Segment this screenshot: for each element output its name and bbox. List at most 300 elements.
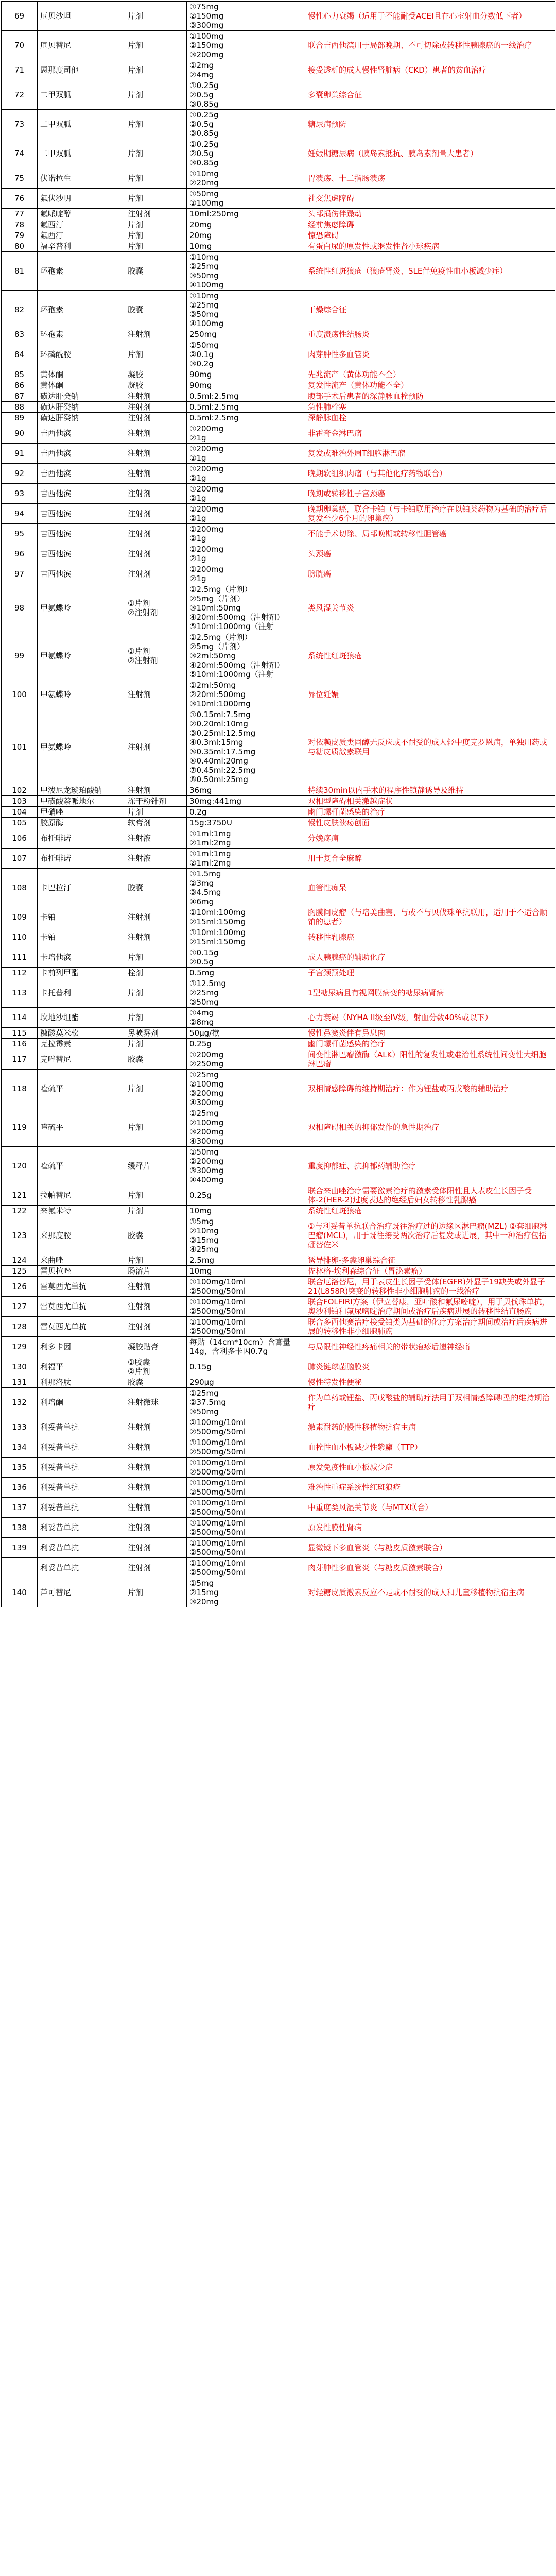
specification: 0.5mg [187, 968, 305, 978]
row-number: 116 [2, 1039, 38, 1049]
specification: 10mg [187, 1266, 305, 1277]
specification: ①2ml:50mg ②20ml:500mg ③10ml:1000mg [187, 680, 305, 709]
specification: ①2.5mg（片剂） ②5mg（片剂） ③2ml:50mg ④20ml:500mg（注射剂） ⑤10ml:1000mg（注射 [187, 632, 305, 680]
drug-name: 环磷酰胺 [38, 340, 125, 369]
row-number: 140 [2, 1578, 38, 1607]
dosage-form: 凝胶贴膏 [125, 1337, 187, 1357]
dosage-form: 注射剂 [125, 1417, 187, 1437]
indication: 成人胰腺癌的辅助化疗 [305, 947, 555, 968]
specification: ①75mg ②150mg ③300mg [187, 2, 305, 31]
row-number: 130 [2, 1357, 38, 1377]
drug-name: 氟哌啶醇 [38, 209, 125, 219]
specification: 20mg [187, 230, 305, 241]
drug-name: 糠酸莫米松 [38, 1028, 125, 1039]
drug-name: 卡培他滨 [38, 947, 125, 968]
table-row [2, 1437, 555, 1458]
drug-name: 吉西他滨 [38, 524, 125, 544]
row-number: 100 [2, 680, 38, 709]
specification: ①100mg/10ml ②500mg/50ml [187, 1518, 305, 1538]
indication: 作为单药或锂盐、丙戊酸盐的辅助疗法用于双相情感障碍I型的维持期治疗 [305, 1388, 555, 1417]
drug-name: 环孢素 [38, 252, 125, 291]
drug-name: 吉西他滨 [38, 544, 125, 564]
table-row [2, 1185, 555, 1206]
drug-name: 卡铂 [38, 927, 125, 947]
table-row [2, 1377, 555, 1388]
specification: ①100mg/10ml ②500mg/50ml [187, 1538, 305, 1558]
drug-name: 克拉霉素 [38, 1039, 125, 1049]
drug-name: 利妥昔单抗 [38, 1498, 125, 1518]
indication: 慢性鼻窦炎伴有鼻息肉 [305, 1028, 555, 1039]
row-number: 78 [2, 219, 38, 230]
row-number: 83 [2, 329, 38, 340]
row-number: 131 [2, 1377, 38, 1388]
specification: ①0.15ml:7.5mg ②0.20ml:10mg ③0.25ml:12.5mg ④0.3ml:15mg ⑤0.35ml:17.5mg ⑥0.40ml:20mg ⑦0.45ml:22.5mg ⑧0.50ml:25mg [187, 709, 305, 785]
drug-name: 磺达肝癸钠 [38, 413, 125, 423]
table-row [2, 927, 555, 947]
drug-name: 黄体酮 [38, 369, 125, 380]
dosage-form: 注射剂 [125, 1558, 187, 1578]
specification: ①0.25g ②0.5g ③0.85g [187, 110, 305, 139]
row-number: 91 [2, 444, 38, 464]
indication: 难治性重症系统性红斑狼疮 [305, 1478, 555, 1498]
indication: 晚期或转移性子宫颈癌 [305, 484, 555, 504]
specification: ①25mg ②100mg ③200mg ④300mg [187, 1108, 305, 1147]
specification: ①10mg ②25mg ③50mg ④100mg [187, 291, 305, 329]
dosage-form: 胶囊 [125, 252, 187, 291]
drug-name: 环孢素 [38, 329, 125, 340]
table-row [2, 2, 555, 31]
dosage-form: 凝胶 [125, 369, 187, 380]
dosage-form: 凝胶 [125, 380, 187, 391]
dosage-form: 注射剂 [125, 444, 187, 464]
indication: 晚期卵巢癌，联合卡铂（与卡铂联用治疗在以铂类药物为基础的治疗后复发至少6个月的卵巢癌） [305, 504, 555, 524]
row-number: 84 [2, 340, 38, 369]
drug-name: 吉西他滨 [38, 564, 125, 584]
indication: 接受透析的成人慢性肾脏病（CKD）患者的贫血治疗 [305, 60, 555, 80]
drug-name: 来那度胺 [38, 1216, 125, 1255]
table-row [2, 1206, 555, 1216]
table-row [2, 464, 555, 484]
indication: 联合来曲唑治疗需要激素治疗的激素受体阳性且人表皮生长因子受体-2(HER-2)过度表达的绝经后妇女转移性乳腺癌 [305, 1185, 555, 1206]
indication: 多囊卵巢综合征 [305, 80, 555, 110]
table-row [2, 632, 555, 680]
dosage-form: 片剂 [125, 80, 187, 110]
indication: 分娩疼痛 [305, 828, 555, 849]
indication: 惊恐障碍 [305, 230, 555, 241]
specification: ①12.5mg ②25mg ③50mg [187, 978, 305, 1008]
dosage-form: 注射剂 [125, 391, 187, 402]
dosage-form: 注射剂 [125, 1478, 187, 1498]
row-number: 117 [2, 1049, 38, 1070]
table-row [2, 219, 555, 230]
dosage-form: 注射微球 [125, 1388, 187, 1417]
table-row [2, 1357, 555, 1377]
drug-name: 卡巴拉汀 [38, 869, 125, 907]
table-row [2, 60, 555, 80]
row-number: 120 [2, 1147, 38, 1185]
table-row [2, 785, 555, 796]
dosage-form: 片剂 [125, 1206, 187, 1216]
indication: 慢性特发性便秘 [305, 1377, 555, 1388]
row-number: 89 [2, 413, 38, 423]
dosage-form: 片剂 [125, 241, 187, 252]
drug-name: 厄贝替尼 [38, 31, 125, 60]
row-number: 92 [2, 464, 38, 484]
specification: ①50mg ②100mg [187, 189, 305, 209]
drug-name: 福辛普利 [38, 241, 125, 252]
row-number: 102 [2, 785, 38, 796]
row-number: 74 [2, 139, 38, 168]
row-number: 105 [2, 818, 38, 828]
specification: ①200mg ②1g [187, 504, 305, 524]
drug-name: 厄贝沙坦 [38, 2, 125, 31]
specification: 30mg:441mg [187, 796, 305, 807]
indication: 经前焦虑障碍 [305, 219, 555, 230]
specification: ①200mg ②1g [187, 444, 305, 464]
dosage-form: 片剂 [125, 230, 187, 241]
indication: 对依赖皮质类固醇无反应或不耐受的成人轻中度克罗恩病，单独用药或与糖皮质激素联用 [305, 709, 555, 785]
indication: 激素耐药的慢性移植物抗宿主病 [305, 1417, 555, 1437]
specification: 250mg [187, 329, 305, 340]
indication: 干燥综合征 [305, 291, 555, 329]
drug-name: 吉西他滨 [38, 484, 125, 504]
row-number: 80 [2, 241, 38, 252]
indication: 胃溃疡、十二指肠溃疡 [305, 168, 555, 189]
drug-name: 甲磺酸萘哌地尔 [38, 796, 125, 807]
dosage-form: 片剂 [125, 60, 187, 80]
table-row [2, 340, 555, 369]
indication: 深静脉血栓 [305, 413, 555, 423]
specification: ①100mg/10ml ②500mg/50ml [187, 1558, 305, 1578]
indication: 有蛋白尿的原发性或继发性肾小球疾病 [305, 241, 555, 252]
dosage-form: 注射剂 [125, 1297, 187, 1317]
table-row [2, 584, 555, 632]
specification: 0.5ml:2.5mg [187, 413, 305, 423]
dosage-form: 注射剂 [125, 413, 187, 423]
specification: 90mg [187, 369, 305, 380]
indication: 异位妊娠 [305, 680, 555, 709]
row-number: 86 [2, 380, 38, 391]
dosage-form: 注射剂 [125, 907, 187, 927]
drug-name: 磺达肝癸钠 [38, 402, 125, 413]
row-number: 107 [2, 849, 38, 869]
table-row [2, 1558, 555, 1578]
specification: 0.15g [187, 1357, 305, 1377]
indication: 1型糖尿病且有视网膜病变的糖尿病肾病 [305, 978, 555, 1008]
table-row [2, 1297, 555, 1317]
dosage-form: 片剂 [125, 340, 187, 369]
row-number: 99 [2, 632, 38, 680]
drug-name: 利妥昔单抗 [38, 1478, 125, 1498]
indication: 社交焦虑障碍 [305, 189, 555, 209]
dosage-form: 注射液 [125, 849, 187, 869]
dosage-form: 胶囊 [125, 1049, 187, 1070]
indication: 原发免疫性血小板减少症 [305, 1458, 555, 1478]
row-number: 75 [2, 168, 38, 189]
dosage-form: 片剂 [125, 2, 187, 31]
indication: 中重度类风湿关节炎（与MTX联合） [305, 1498, 555, 1518]
table-row [2, 978, 555, 1008]
specification: 2.5mg [187, 1255, 305, 1266]
dosage-form: 栓剂 [125, 968, 187, 978]
drug-name: 卡托普利 [38, 978, 125, 1008]
row-number: 134 [2, 1437, 38, 1458]
table-row [2, 423, 555, 444]
row-number: 104 [2, 807, 38, 818]
indication: 腹部手术后患者的深静脉血栓预防 [305, 391, 555, 402]
drug-name: 雷贝拉唑 [38, 1266, 125, 1277]
row-number: 81 [2, 252, 38, 291]
drug-name: 利妥昔单抗 [38, 1437, 125, 1458]
row-number: 90 [2, 423, 38, 444]
specification: ①2.5mg（片剂） ②5mg（片剂） ③10ml:50mg ④20ml:500mg（注射剂） ⑤10ml:1000mg（注射 [187, 584, 305, 632]
table-row [2, 1578, 555, 1607]
specification: 0.25g [187, 1185, 305, 1206]
row-number: 96 [2, 544, 38, 564]
row-number: 93 [2, 484, 38, 504]
dosage-form: 片剂 [125, 1108, 187, 1147]
dosage-form: 片剂 [125, 947, 187, 968]
dosage-form: 片剂 [125, 168, 187, 189]
drug-name: 雷莫西尤单抗 [38, 1317, 125, 1337]
dosage-form: 片剂 [125, 1008, 187, 1028]
specification: ①200mg ②250mg [187, 1049, 305, 1070]
specification: ①0.25g ②0.5g ③0.85g [187, 80, 305, 110]
table-row [2, 110, 555, 139]
dosage-form: 注射剂 [125, 1538, 187, 1558]
indication: 重度抑郁症、抗抑郁药辅助治疗 [305, 1147, 555, 1185]
drug-name: 布托啡诺 [38, 828, 125, 849]
row-number: 71 [2, 60, 38, 80]
drug-name: 甲硝唑 [38, 807, 125, 818]
indication: 妊娠期糖尿病（胰岛素抵抗、胰岛素剂量大患者） [305, 139, 555, 168]
row-number: 123 [2, 1216, 38, 1255]
table-row [2, 291, 555, 329]
table-row [2, 1266, 555, 1277]
dosage-form: 注射剂 [125, 1518, 187, 1538]
drug-name: 吉西他滨 [38, 464, 125, 484]
row-number: 77 [2, 209, 38, 219]
specification: ①200mg ②1g [187, 484, 305, 504]
indication: 糖尿病预防 [305, 110, 555, 139]
table-row [2, 564, 555, 584]
row-number: 113 [2, 978, 38, 1008]
drug-name: 利妥昔单抗 [38, 1558, 125, 1578]
drug-name: 吉西他滨 [38, 444, 125, 464]
indication: 慢性皮肤溃疡创面 [305, 818, 555, 828]
row-number: 101 [2, 709, 38, 785]
drug-name: 来氟米特 [38, 1206, 125, 1216]
dosage-form: 注射剂 [125, 1437, 187, 1458]
dosage-form: 片剂 [125, 1039, 187, 1049]
drug-name: 利妥昔单抗 [38, 1538, 125, 1558]
dosage-form: 胶囊 [125, 1377, 187, 1388]
table-row [2, 209, 555, 219]
dosage-form: ①片剂 ②注射剂 [125, 632, 187, 680]
table-row [2, 544, 555, 564]
indication: 用于复合全麻醉 [305, 849, 555, 869]
specification: ①200mg ②1g [187, 564, 305, 584]
dosage-form: 胶囊 [125, 869, 187, 907]
table-row [2, 1049, 555, 1070]
row-number: 112 [2, 968, 38, 978]
row-number: 97 [2, 564, 38, 584]
drug-name: 氟伏沙明 [38, 189, 125, 209]
indication: 慢性心力衰竭（适用于不能耐受ACEI且在心室射血分数低下者） [305, 2, 555, 31]
drug-name: 芦可替尼 [38, 1578, 125, 1607]
drug-name: 坎地沙坦酯 [38, 1008, 125, 1028]
row-number: 69 [2, 2, 38, 31]
indication: 原发性膜性肾病 [305, 1518, 555, 1538]
specification: ①1ml:1mg ②1ml:2mg [187, 828, 305, 849]
indication: 子宫颈预处理 [305, 968, 555, 978]
specification: 10mg [187, 241, 305, 252]
dosage-form: 片剂 [125, 1185, 187, 1206]
table-row [2, 402, 555, 413]
indication: 重度溃疡性结肠炎 [305, 329, 555, 340]
drug-name: 胶原酶 [38, 818, 125, 828]
specification: ①2mg ②4mg [187, 60, 305, 80]
table-row [2, 709, 555, 785]
row-number: 124 [2, 1255, 38, 1266]
drug-name: 黄体酮 [38, 380, 125, 391]
indication: 肉芽肿性多血管炎 [305, 340, 555, 369]
drug-name: 吉西他滨 [38, 504, 125, 524]
table-row [2, 168, 555, 189]
specification: ①0.15g ②0.5g [187, 947, 305, 968]
table-row [2, 252, 555, 291]
dosage-form: 注射剂 [125, 927, 187, 947]
table-row [2, 907, 555, 927]
drug-name: 甲氨蝶呤 [38, 680, 125, 709]
row-number: 139 [2, 1538, 38, 1558]
indication: 急性肺栓塞 [305, 402, 555, 413]
dosage-form: 胶囊 [125, 1216, 187, 1255]
drug-name: 利培酮 [38, 1388, 125, 1417]
row-number: 70 [2, 31, 38, 60]
dosage-form: 注射剂 [125, 484, 187, 504]
indication: ①与利妥昔单抗联合治疗既往治疗过的边缘区淋巴瘤(MZL) ②套细胞淋巴瘤(MCL)，用于既往接受两次治疗后复发或进展，其中一种治疗包括硼替佐米 [305, 1216, 555, 1255]
row-number: 128 [2, 1317, 38, 1337]
drug-name: 来曲唑 [38, 1255, 125, 1266]
specification: 0.5ml:2.5mg [187, 391, 305, 402]
table-body [2, 2, 555, 1607]
specification: 10ml:250mg [187, 209, 305, 219]
dosage-form: 注射剂 [125, 709, 187, 785]
table-row [2, 413, 555, 423]
row-number: 129 [2, 1337, 38, 1357]
drug-name: 利妥昔单抗 [38, 1417, 125, 1437]
row-number: 133 [2, 1417, 38, 1437]
dosage-form: 注射剂 [125, 402, 187, 413]
drug-name: 布托啡诺 [38, 849, 125, 869]
specification: ①100mg/10ml ②500mg/50ml [187, 1498, 305, 1518]
drug-name: 喹硫平 [38, 1070, 125, 1108]
dosage-form: 注射剂 [125, 680, 187, 709]
specification: 15g:3750U [187, 818, 305, 828]
drug-name: 甲氨蝶呤 [38, 709, 125, 785]
specification: 0.2g [187, 807, 305, 818]
table-row [2, 807, 555, 818]
drug-table [1, 1, 555, 1607]
indication: 幽门螺杆菌感染的治疗 [305, 1039, 555, 1049]
dosage-form: 片剂 [125, 219, 187, 230]
drug-name: 利妥昔单抗 [38, 1518, 125, 1538]
table-row [2, 869, 555, 907]
indication: 先兆流产（黄体功能不全） [305, 369, 555, 380]
drug-name: 雷莫西尤单抗 [38, 1297, 125, 1317]
dosage-form: 鼻喷雾剂 [125, 1028, 187, 1039]
table-row [2, 524, 555, 544]
specification: 20mg [187, 219, 305, 230]
table-row [2, 241, 555, 252]
drug-name: 卡前列甲酯 [38, 968, 125, 978]
drug-name: 雷莫西尤单抗 [38, 1277, 125, 1297]
dosage-form: 片剂 [125, 1578, 187, 1607]
specification: ①100mg/10ml ②500mg/50ml [187, 1297, 305, 1317]
row-number: 108 [2, 869, 38, 907]
row-number: 109 [2, 907, 38, 927]
indication: 联合吉西他滨用于局部晚期、不可切除或转移性胰腺癌的一线治疗 [305, 31, 555, 60]
table-row [2, 1008, 555, 1028]
table-row [2, 1070, 555, 1108]
dosage-form: 注射剂 [125, 785, 187, 796]
table-row [2, 380, 555, 391]
indication: 非霍奇金淋巴瘤 [305, 423, 555, 444]
specification: ①100mg/10ml ②500mg/50ml [187, 1277, 305, 1297]
row-number: 95 [2, 524, 38, 544]
dosage-form: 注射剂 [125, 464, 187, 484]
indication: 不能手术切除、局部晚期或转移性胆管癌 [305, 524, 555, 544]
dosage-form: 片剂 [125, 1070, 187, 1108]
table-row [2, 1028, 555, 1039]
dosage-form: 冻干粉针剂 [125, 796, 187, 807]
specification: 50μg/揿 [187, 1028, 305, 1039]
table-row [2, 1147, 555, 1185]
dosage-form: 注射剂 [125, 564, 187, 584]
table-row [2, 189, 555, 209]
specification: ①10ml:100mg ②15ml:150mg [187, 927, 305, 947]
row-number: 125 [2, 1266, 38, 1277]
dosage-form: 片剂 [125, 978, 187, 1008]
table-row [2, 1417, 555, 1437]
indication: 佐林格-埃利森综合征（胃泌素瘤） [305, 1266, 555, 1277]
table-row [2, 1039, 555, 1049]
drug-name: 喹硫平 [38, 1147, 125, 1185]
row-number: 138 [2, 1518, 38, 1538]
table-row [2, 680, 555, 709]
specification: ①1ml:1mg ②1ml:2mg [187, 849, 305, 869]
table-row [2, 818, 555, 828]
indication: 显微镜下多血管炎（与糖皮质激素联合） [305, 1538, 555, 1558]
specification: ①100mg/10ml ②500mg/50ml [187, 1437, 305, 1458]
table-row [2, 1518, 555, 1538]
dosage-form: 注射液 [125, 828, 187, 849]
indication: 心力衰竭（NYHA II级至IV级，射血分数40%或以下） [305, 1008, 555, 1028]
indication: 与局限性神经性疼痛相关的带状疱疹后遗神经痛 [305, 1337, 555, 1357]
dosage-form: 注射剂 [125, 524, 187, 544]
table-row [2, 1255, 555, 1266]
indication: 系统性红斑狼疮 [305, 1206, 555, 1216]
row-number: 127 [2, 1297, 38, 1317]
specification: 10mg [187, 1206, 305, 1216]
dosage-form: 注射剂 [125, 1317, 187, 1337]
drug-name: 吉西他滨 [38, 423, 125, 444]
table-row [2, 80, 555, 110]
table-row [2, 31, 555, 60]
table-row [2, 1388, 555, 1417]
specification: ①5mg ②15mg ③20mg [187, 1578, 305, 1607]
